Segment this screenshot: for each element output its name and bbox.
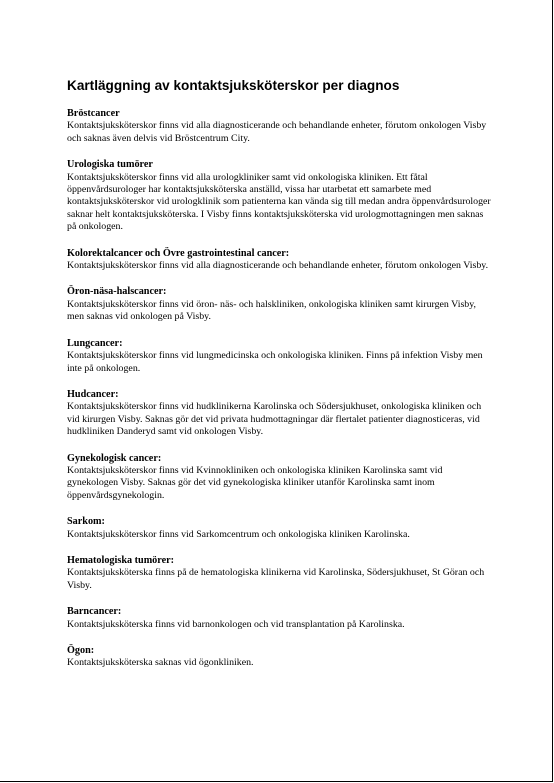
section-ogon — [67, 645, 492, 670]
section-urologiska-tumorer — [67, 159, 492, 233]
section-body: Kontaktsjuksköterskor finns vid Sarkomcentrum och onkologiska kliniken Karolinska. — [67, 528, 410, 540]
section-body: Kontaktsjuksköterska finns vid barnonkologen och vid transplantation på Karolinska. — [67, 618, 405, 630]
section-heading: Barncancer: — [67, 606, 122, 618]
section-kolorektalcancer — [67, 248, 492, 273]
section-body: Kontaktsjuksköterska saknas vid ögonkliniken. — [67, 657, 254, 669]
document-content — [67, 78, 492, 684]
section-brostcancer — [67, 108, 492, 145]
section-heading: Urologiska tumörer — [67, 159, 153, 171]
section-body: Kontaktsjuksköterskor finns vid hudklinikerna Karolinska och Södersjukhuset, onkologiska kliniken och vid kirurgen Visby. Saknas gör det vid privata hudmottagningar där flertalet patienter diagnosticeras, vid hudkliniken Danderyd samt vid onkologen Visby. — [67, 401, 482, 438]
section-heading: Sarkom: — [67, 516, 105, 528]
section-heading: Hematologiska tumörer: — [67, 554, 175, 566]
section-body: Kontaktsjuksköterskor finns vid alla diagnosticerande och behandlande enheter, förutom onkologen Visby. — [67, 260, 489, 272]
section-heading: Ögon: — [67, 645, 95, 656]
document-title: Kartläggning av kontaktsjuksköterskor per diagnos — [67, 78, 400, 93]
section-heading: Bröstcancer — [67, 108, 120, 119]
section-body: Kontaktsjuksköterskor finns vid öron- näs- och halskliniken, onkologiska kliniken samt kirurgen Visby, men saknas vid onkologen på Visby. — [67, 298, 476, 323]
section-barncancer — [67, 606, 492, 631]
section-body: Kontaktsjuksköterskor finns vid alla urologkliniker samt vid onkologiska kliniken. Ett fåtal öppenvårdsurologer har kontaktsjuksköterska anställd, vissa har utarbetat ett samarbete med kontaktsjuksköterskor vid urologklinik som patienterna kan vända sig till medan andra öppenvårdsurologer saknar helt kontaktsjuksköterska. I Visby finns kontaktsjuksköterska vid urologmottagningen men saknas på onkologen. — [67, 171, 491, 233]
section-lungcancer — [67, 338, 492, 375]
section-heading: Öron-näsa-halscancer: — [67, 286, 167, 298]
section-gynekologisk-cancer — [67, 453, 492, 503]
section-body: Kontaktsjuksköterskor finns vid alla diagnosticerande och behandlande enheter, förutom onkologen Visby och saknas även delvis vid Bröstcentrum City. — [67, 120, 487, 144]
section-hematologiska-tumorer — [67, 555, 492, 592]
section-body: Kontaktsjuksköterska finns på de hematologiska klinikerna vid Karolinska, Södersjukhuset, St Göran och Visby. — [67, 567, 485, 591]
section-hudcancer — [67, 389, 492, 439]
section-heading: Hudcancer: — [67, 388, 119, 400]
section-heading: Kolorektalcancer och Övre gastrointestinal cancer: — [67, 247, 290, 259]
section-heading: Gynekologisk cancer: — [67, 452, 162, 464]
section-heading: Lungcancer: — [67, 337, 123, 349]
section-body: Kontaktsjuksköterskor finns vid Kvinnokliniken och onkologiska kliniken Karolinska samt vid gynekologen Visby. Saknas gör det vid gynekologiska kliniker utanför Karolinska samt inom öppenvårdsgynekologin. — [67, 464, 443, 501]
section-oron-nasa-halscancer — [67, 286, 492, 323]
section-sarkom — [67, 516, 492, 541]
section-body: Kontaktsjuksköterskor finns vid lungmedicinska och onkologiska kliniken. Finns på infektion Visby men inte på onkologen. — [67, 350, 483, 374]
